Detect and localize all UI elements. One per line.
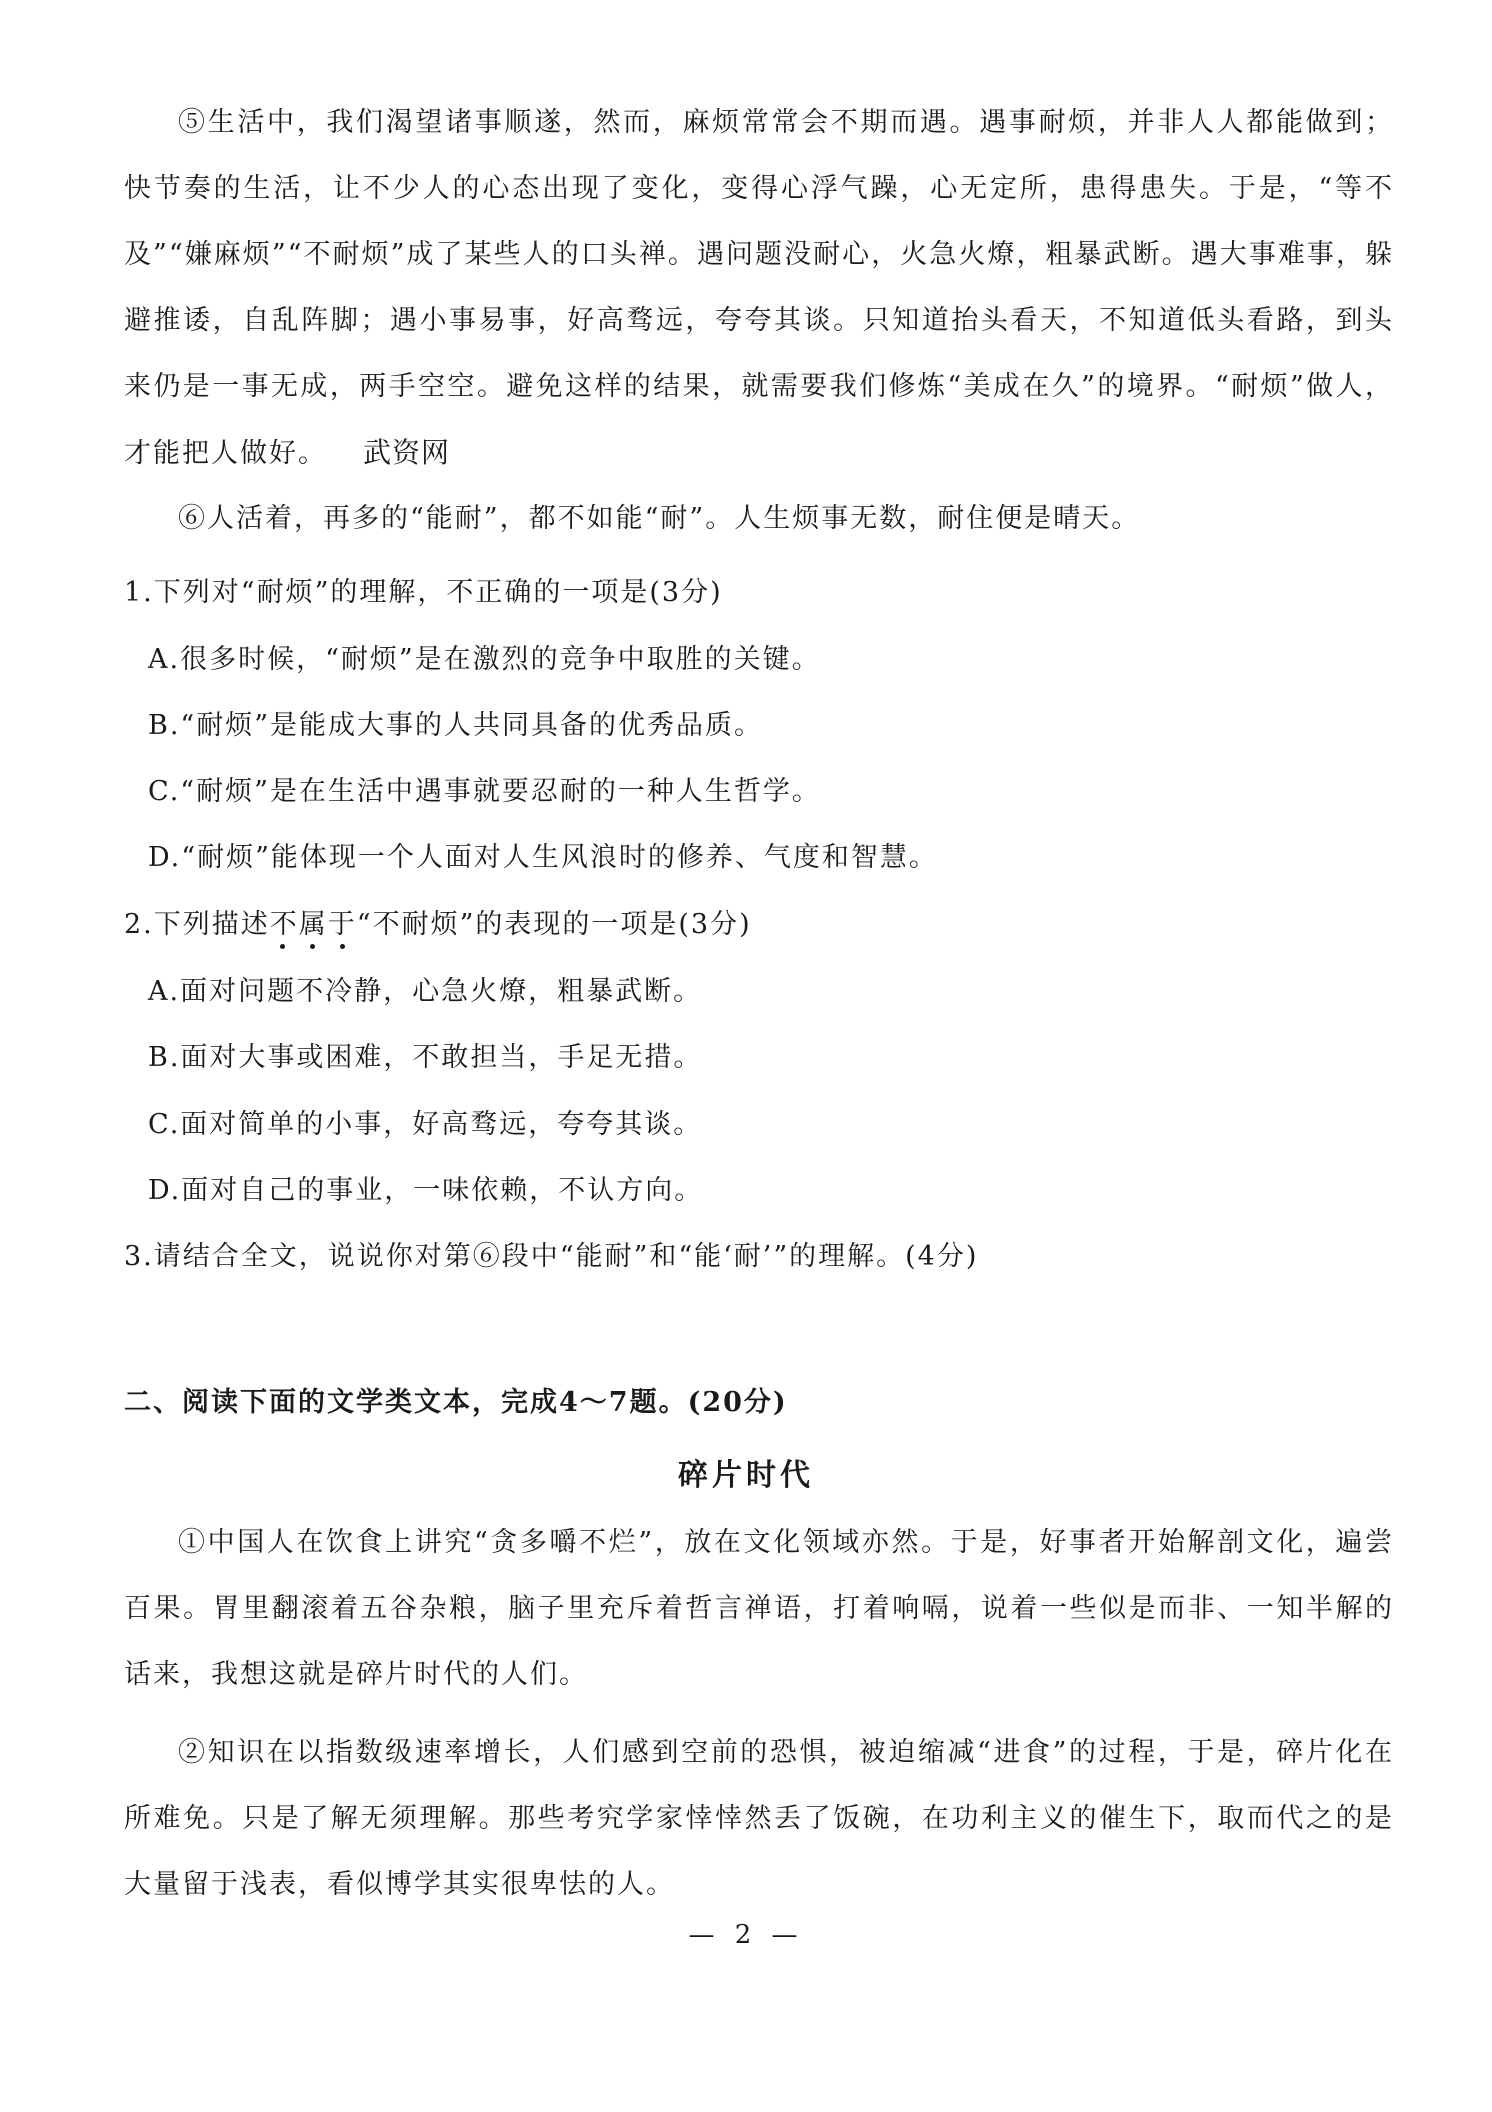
paragraph-5-text: ⑤生活中，我们渴望诸事顺遂，然而，麻烦常常会不期而遇。遇事耐烦，并非人人都能做到；快节奏的生活，让不少人的心态出现了变化，变得心浮气躁，心无定所，患得患失。于是，“等不及”“嫌麻烦”“不耐烦”成了某些人的口头禅。遇问题没耐心，火急火燎，粗暴武断。遇大事难事，躲避推诿，自乱阵脚；遇小事易事，好高骛远，夸夸其谈。只知道抬头看天，不知道低头看路，到头来仍是一事无成，两手空空。避免这样的结果，就需要我们修炼“美成在久”的境界。“耐烦”做人，才能把人做好。 (124, 107, 1394, 469)
article-paragraph-2: ②知识在以指数级速率增长，人们感到空前的恐惧，被迫缩减“进食”的过程，于是，碎片化在所难免。只是了解无须理解。那些考究学家悻悻然丢了饭碗，在功利主义的催生下，取而代之的是大量留于浅表，看似博学其实很卑怯的人。 (124, 1737, 1394, 1900)
passage-paragraph-6: ⑥人活着，再多的“能耐”，都不如能“耐”。人生烦事无数，耐住便是晴天。 (178, 503, 1141, 534)
question-2-option-c: C.面对简单的小事，好高骛远，夸夸其谈。 (148, 1109, 703, 1140)
question-2-option-a: A.面对问题不冷静，心急火燎，粗暴武断。 (148, 976, 703, 1007)
question-2-option-d: D.面对自己的事业，一味依赖，不认方向。 (148, 1175, 704, 1206)
question-1-stem: 1.下列对“耐烦”的理解，不正确的一项是(3分) (124, 577, 723, 608)
passage-paragraph-5 (124, 90, 1394, 487)
question-3-stem: 3.请结合全文，说说你对第⑥段中“能耐”和“能‘耐’”的理解。(4分) (124, 1241, 979, 1272)
question-1-option-a: A.很多时候，“耐烦”是在激烈的竞争中取胜的关键。 (148, 644, 821, 675)
emphasis-dots (274, 944, 354, 954)
watermark-text: 武资网 (363, 436, 451, 469)
article-title: 碎片时代 (678, 1458, 814, 1493)
question-1-option-b: B.“耐烦”是能成大事的人共同具备的优秀品质。 (148, 710, 764, 741)
article-paragraph-1: ①中国人在饮食上讲究“贪多嚼不烂”，放在文化领域亦然。于是，好事者开始解剖文化，遍尝百果。胃里翻滚着五谷杂粮，脑子里充斥着哲言禅语，打着响嗝，说着一些似是而非、一知半解的话来，我想这就是碎片时代的人们。 (124, 1527, 1394, 1690)
question-1-option-c: C.“耐烦”是在生活中遇事就要忍耐的一种人生哲学。 (148, 776, 821, 807)
question-2-stem: 2.下列描述不属于“不耐烦”的表现的一项是(3分) (124, 909, 752, 940)
page-number: — 2 — (688, 1920, 804, 1950)
question-2-option-b: B.面对大事或困难，不敢担当，手足无措。 (148, 1042, 703, 1073)
question-1-option-d: D.“耐烦”能体现一个人面对人生风浪时的修养、气度和智慧。 (148, 842, 938, 873)
section-2-heading: 二、阅读下面的文学类文本，完成4～7题。(20分) (124, 1387, 788, 1418)
